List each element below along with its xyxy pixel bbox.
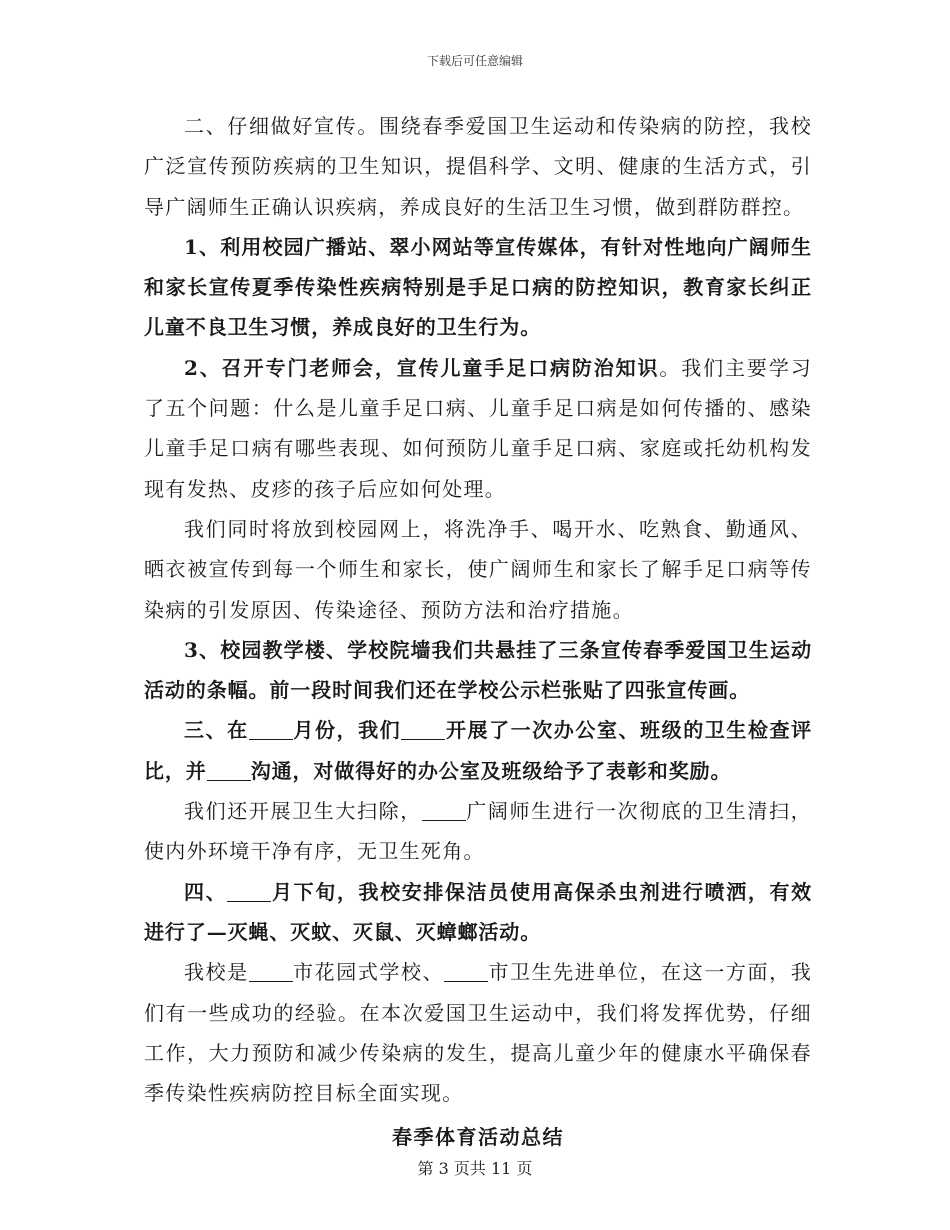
paragraph-propaganda: 二、仔细做好宣传。围绕春季爱国卫生运动和传染病的防控，我校广泛宣传预防疾病的卫生知识，提倡科学、文明、健康的生活方式，引导广阔师生正确认识疾病，养成良好的生活卫生习惯，做到群防群控。: [144, 114, 812, 219]
blank-line: [444, 961, 488, 982]
section-4-part-b: 月下旬，我校安排保洁员使用高保杀虫剂进行喷洒，有效进行了—灭蝇、灭蚊、灭鼠、灭蟑螂活动。: [144, 879, 812, 944]
blank-line: [422, 800, 466, 821]
paragraph-website: 我们同时将放到校园网上，将洗净手、喝开水、吃熟食、勤通风、晒衣被宣传到每一个师生和家长，使广阔师生和家长了解手足口病等传染病的引发原因、传染途径、预防方法和治疗措施。: [144, 516, 812, 622]
cleaning-part-a: 我们还开展卫生大扫除，: [184, 799, 422, 824]
blank-line: [227, 881, 271, 902]
paragraph-conclusion: [144, 952, 812, 1113]
header-note: 下载后可任意编辑: [426, 54, 523, 68]
section-3-part-a: 三、在: [184, 718, 249, 743]
paragraph-item-2-rest: 。我们主要学习了五个问题：什么是儿童手足口病、儿童手足口病是如何传播的、感染儿童手足口病有哪些表现、如何预防儿童手足口病、家庭或托幼机构发现有发热、皮疹的孩子后应如何处理。: [144, 355, 812, 501]
paragraph-cleaning: [144, 791, 812, 872]
section-3-part-c: 开展了一次办公室、班级的卫生检查评比，并: [144, 718, 812, 783]
blank-line: [249, 719, 293, 740]
paragraph-section-3: [144, 710, 812, 791]
blank-line: [207, 760, 251, 781]
paragraph-item-2-lead: 2、召开专门老师会，宣传儿童手足口病防治知识: [184, 355, 660, 380]
blank-line: [249, 961, 293, 982]
next-section-title: 春季体育活动总结: [392, 1125, 564, 1150]
section-3-part-b: 月份，我们: [292, 718, 402, 743]
blank-line: [401, 719, 445, 740]
paragraph-item-3: 3、校园教学楼、学校院墙我们共悬挂了三条宣传春季爱国卫生运动活动的条幅。前一段时间我们还在学校公示栏张贴了四张宣传画。: [144, 637, 812, 703]
paragraph-item-2: [144, 348, 812, 509]
paragraph-section-4: [144, 872, 812, 953]
conclusion-part-a: 我校是: [184, 960, 249, 985]
page-number: 第 3 页共 11 页: [417, 1159, 533, 1178]
conclusion-part-c: 市卫生先进单位，在这一方面，我们有一些成功的经验。在本次爱国卫生运动中，我们将发挥优势，仔细工作，大力预防和减少传染病的发生，提高儿童少年的健康水平确保春季传染性疾病防控目标全面实现。: [144, 960, 812, 1106]
paragraph-item-1: 1、利用校园广播站、翠小网站等宣传媒体，有针对性地向广阔师生和家长宣传夏季传染性疾病特别是手足口病的防控知识，教育家长纠正儿童不良卫生习惯，养成良好的卫生行为。: [144, 234, 812, 340]
section-3-part-d: 沟通，对做得好的办公室及班级给予了表彰和奖励。: [250, 758, 732, 783]
document-body: [144, 106, 812, 1155]
conclusion-part-b: 市花园式学校、: [292, 960, 445, 985]
section-4-part-a: 四、: [184, 879, 228, 904]
cleaning-part-b: 广阔师生进行一次彻底的卫生清扫，使内外环境干净有序，无卫生死角。: [144, 799, 812, 864]
